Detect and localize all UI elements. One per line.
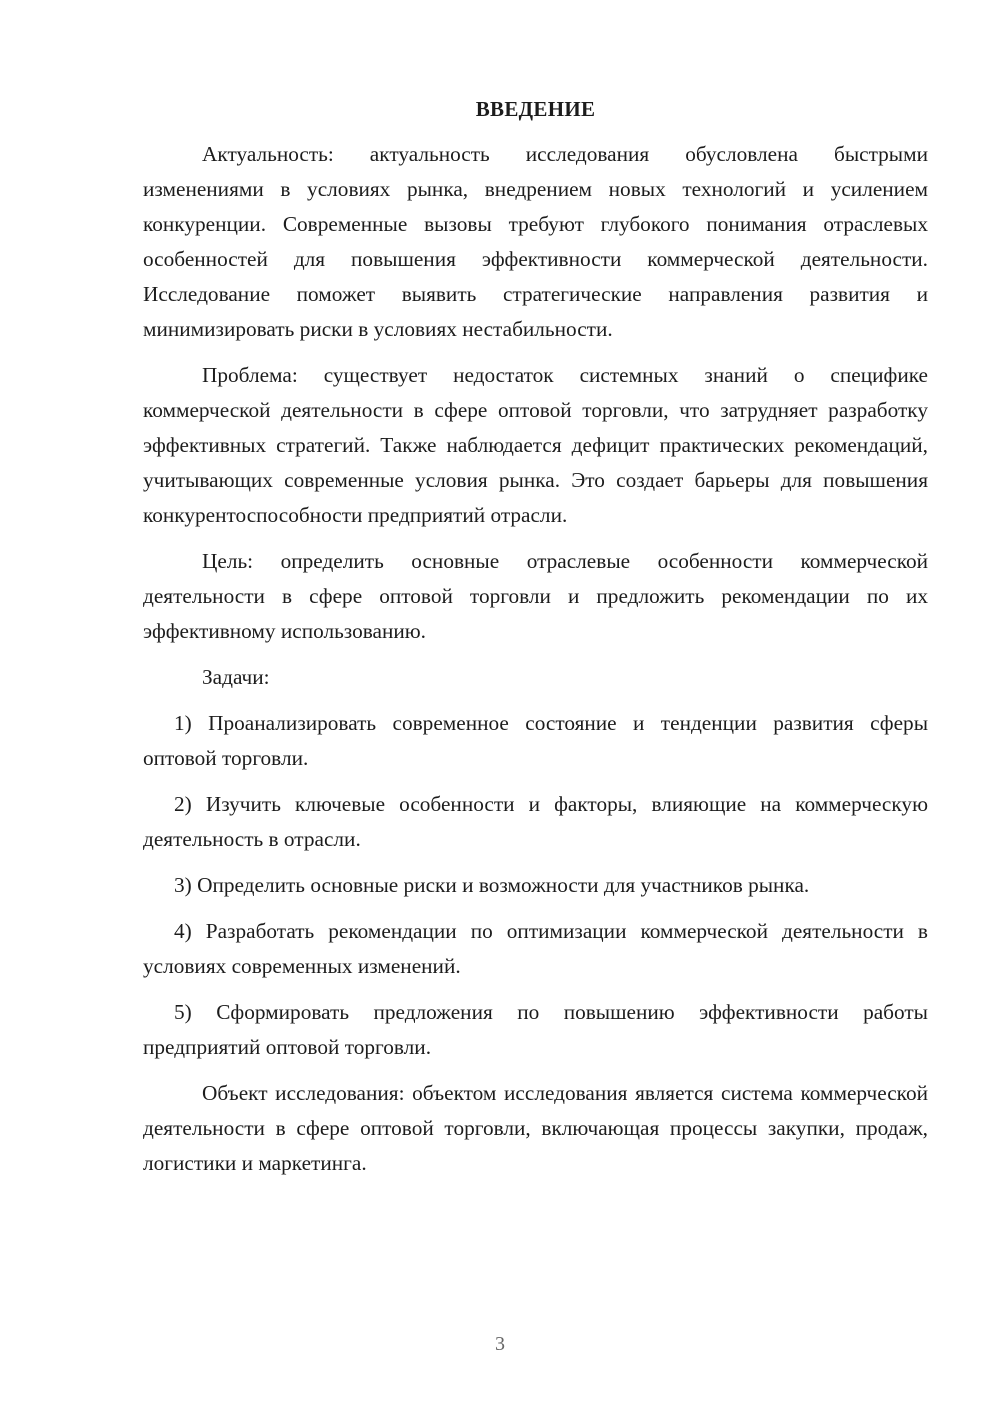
document-page: [143, 92, 928, 1181]
relevance-paragraph: Актуальность: актуальность исследования обусловлена быстрыми изменениями в условиях рынка, внедрением новых технологий и усилением конкуренции. Современные вызовы требуют глубокого понимания отраслевых особенностей для повышения эффективности коммерческой деятельности. Исследование поможет выявить стратегические направления развития и минимизировать риски в условиях нестабильности.: [143, 142, 928, 341]
problem-paragraph: Проблема: существует недостаток системных знаний о специфике коммерческой деятельности в сфере оптовой торговли, что затрудняет разработку эффективных стратегий. Также наблюдается дефицит практических рекомендаций, учитывающих современные условия рынка. Это создает барьеры для повышения конкурентоспособности предприятий отрасли.: [143, 363, 928, 527]
section-title: ВВЕДЕНИЕ: [475, 97, 596, 121]
page-number: 3: [495, 1333, 505, 1355]
task-item-4: 4) Разработать рекомендации по оптимизации коммерческой деятельности в условиях современных изменений.: [143, 919, 928, 978]
task-item-5: 5) Сформировать предложения по повышению эффективности работы предприятий оптовой торговли.: [143, 1000, 928, 1059]
goal-paragraph: Цель: определить основные отраслевые особенности коммерческой деятельности в сфере оптовой торговли и предложить рекомендации по их эффективному использованию.: [143, 549, 928, 643]
task-item-3: 3) Определить основные риски и возможности для участников рынка.: [174, 873, 810, 897]
tasks-heading: Задачи:: [202, 665, 270, 689]
object-paragraph: Объект исследования: объектом исследования является система коммерческой деятельности в сфере оптовой торговли, включающая процессы закупки, продаж, логистики и маркетинга.: [143, 1081, 928, 1175]
task-item-1: 1) Проанализировать современное состояние и тенденции развития сферы оптовой торговли.: [143, 711, 928, 770]
task-item-2: 2) Изучить ключевые особенности и факторы, влияющие на коммерческую деятельность в отрасли.: [143, 792, 928, 851]
